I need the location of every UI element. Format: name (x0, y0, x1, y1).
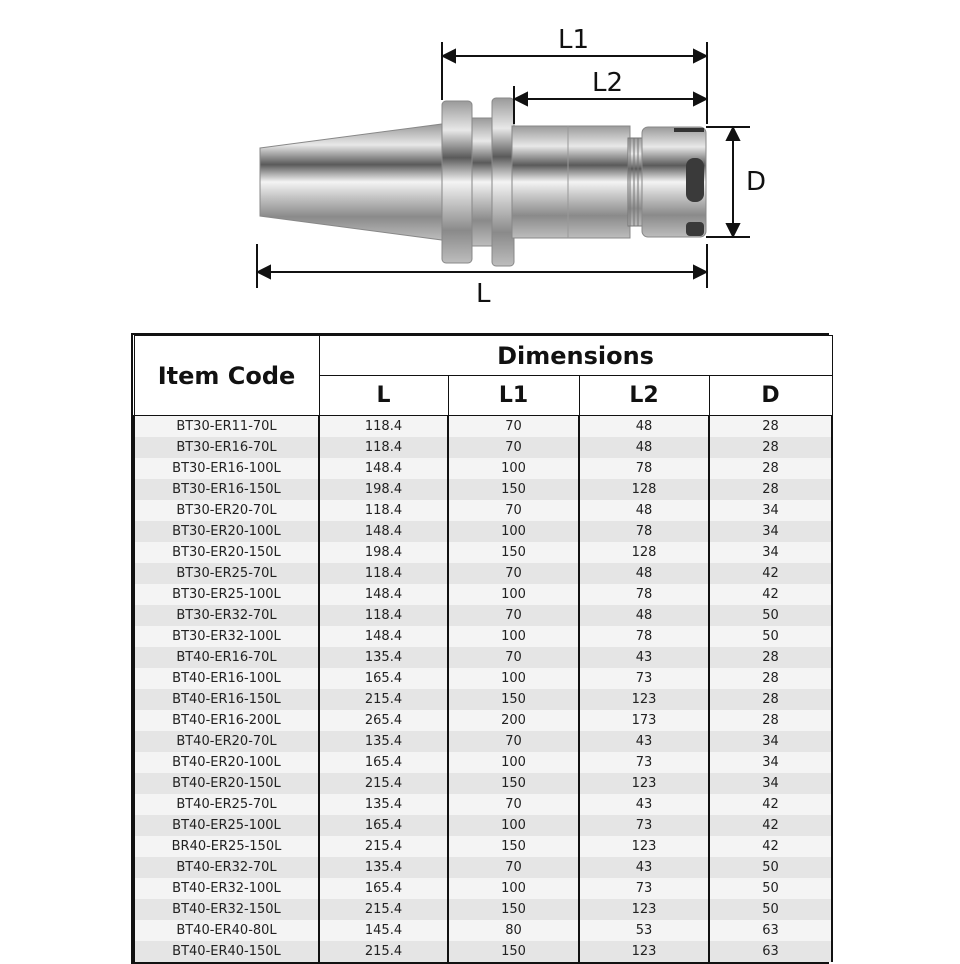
label-L2: L2 (592, 68, 624, 98)
table-row (134, 626, 832, 647)
cell-l2: 123 (579, 941, 709, 962)
cell-d: 28 (709, 458, 832, 479)
cell-l: 118.4 (319, 437, 448, 458)
cell-l2: 123 (579, 899, 709, 920)
cell-l2: 43 (579, 731, 709, 752)
cell-l: 165.4 (319, 752, 448, 773)
cell-d: 34 (709, 500, 832, 521)
cell-code: BT40-ER40-150L (134, 941, 319, 962)
cell-code: BT30-ER20-100L (134, 521, 319, 542)
cell-d: 34 (709, 752, 832, 773)
cell-l: 145.4 (319, 920, 448, 941)
cell-l2: 78 (579, 458, 709, 479)
cell-d: 28 (709, 437, 832, 458)
label-L1: L1 (558, 25, 590, 55)
cell-l1: 70 (448, 605, 579, 626)
table-row (134, 731, 832, 752)
flange-groove (472, 118, 494, 246)
table-row (134, 899, 832, 920)
cell-l1: 80 (448, 920, 579, 941)
cell-d: 50 (709, 878, 832, 899)
header-dimensions: Dimensions (319, 336, 832, 376)
cell-l1: 100 (448, 815, 579, 836)
cell-code: BT30-ER16-100L (134, 458, 319, 479)
cell-d: 42 (709, 794, 832, 815)
cell-d: 42 (709, 584, 832, 605)
cell-l1: 100 (448, 521, 579, 542)
tool-holder-diagram (0, 0, 960, 320)
table-row (134, 668, 832, 689)
cell-l1: 70 (448, 857, 579, 878)
table-row (134, 857, 832, 878)
cell-l1: 200 (448, 710, 579, 731)
cell-code: BT30-ER25-70L (134, 563, 319, 584)
table-row (134, 647, 832, 668)
cell-d: 28 (709, 710, 832, 731)
cell-l2: 43 (579, 857, 709, 878)
table-row (134, 521, 832, 542)
header-L: L (319, 376, 448, 416)
cell-l: 215.4 (319, 899, 448, 920)
table-row (134, 605, 832, 626)
cell-l: 198.4 (319, 479, 448, 500)
table-body (134, 416, 832, 963)
cell-d: 34 (709, 731, 832, 752)
cell-l1: 70 (448, 563, 579, 584)
cell-code: BT40-ER16-200L (134, 710, 319, 731)
cell-code: BT40-ER16-100L (134, 668, 319, 689)
cell-d: 42 (709, 815, 832, 836)
cell-code: BT40-ER32-70L (134, 857, 319, 878)
cell-code: BT30-ER20-70L (134, 500, 319, 521)
flange-left (442, 101, 472, 263)
cell-l1: 150 (448, 773, 579, 794)
cell-d: 34 (709, 773, 832, 794)
cell-d: 42 (709, 563, 832, 584)
cell-l2: 43 (579, 794, 709, 815)
cell-d: 63 (709, 941, 832, 962)
table-row (134, 437, 832, 458)
cell-l: 215.4 (319, 689, 448, 710)
cell-l2: 48 (579, 416, 709, 438)
table-row (134, 836, 832, 857)
cell-l: 135.4 (319, 794, 448, 815)
cell-l1: 150 (448, 836, 579, 857)
cell-code: BT30-ER32-70L (134, 605, 319, 626)
cell-l2: 53 (579, 920, 709, 941)
cell-code: BR40-ER25-150L (134, 836, 319, 857)
cell-l2: 173 (579, 710, 709, 731)
cell-d: 50 (709, 605, 832, 626)
cell-l: 215.4 (319, 836, 448, 857)
cell-l1: 150 (448, 689, 579, 710)
body (512, 126, 630, 238)
cell-l: 165.4 (319, 815, 448, 836)
table-row (134, 689, 832, 710)
cell-l1: 100 (448, 584, 579, 605)
cell-l1: 70 (448, 731, 579, 752)
cell-l: 135.4 (319, 731, 448, 752)
cell-d: 63 (709, 920, 832, 941)
cell-l2: 73 (579, 668, 709, 689)
cell-code: BT40-ER20-70L (134, 731, 319, 752)
cell-l2: 128 (579, 479, 709, 500)
cell-l1: 150 (448, 479, 579, 500)
cell-code: BT30-ER25-100L (134, 584, 319, 605)
cell-d: 34 (709, 521, 832, 542)
cell-code: BT30-ER20-150L (134, 542, 319, 563)
cell-code: BT40-ER25-100L (134, 815, 319, 836)
cell-l2: 48 (579, 605, 709, 626)
table-row (134, 479, 832, 500)
taper-shank (260, 124, 442, 240)
cell-l: 198.4 (319, 542, 448, 563)
header-item-code: Item Code (134, 336, 319, 416)
cell-code: BT40-ER16-150L (134, 689, 319, 710)
cell-l: 118.4 (319, 500, 448, 521)
cell-l: 148.4 (319, 521, 448, 542)
cell-l1: 100 (448, 626, 579, 647)
cell-l: 148.4 (319, 458, 448, 479)
cell-code: BT40-ER25-70L (134, 794, 319, 815)
flange-right (492, 98, 514, 266)
cell-code: BT40-ER16-70L (134, 647, 319, 668)
cell-l2: 123 (579, 689, 709, 710)
cell-l1: 70 (448, 794, 579, 815)
cell-l: 135.4 (319, 857, 448, 878)
table-row (134, 941, 832, 962)
cell-d: 34 (709, 542, 832, 563)
cell-code: BT40-ER40-80L (134, 920, 319, 941)
cell-l1: 70 (448, 437, 579, 458)
cell-code: BT40-ER32-100L (134, 878, 319, 899)
table-row (134, 794, 832, 815)
cell-l1: 100 (448, 668, 579, 689)
cell-code: BT30-ER16-70L (134, 437, 319, 458)
header-D: D (709, 376, 832, 416)
table-row (134, 752, 832, 773)
cell-l2: 78 (579, 626, 709, 647)
cell-l: 118.4 (319, 605, 448, 626)
cell-code: BT40-ER32-150L (134, 899, 319, 920)
cell-d: 28 (709, 647, 832, 668)
table-row (134, 878, 832, 899)
cell-l: 118.4 (319, 416, 448, 438)
cell-l: 265.4 (319, 710, 448, 731)
cell-l1: 150 (448, 542, 579, 563)
cell-l2: 123 (579, 773, 709, 794)
cell-l2: 73 (579, 752, 709, 773)
cell-code: BT30-ER32-100L (134, 626, 319, 647)
cell-l2: 123 (579, 836, 709, 857)
cell-l: 148.4 (319, 584, 448, 605)
cell-l: 118.4 (319, 563, 448, 584)
cell-code: BT40-ER20-100L (134, 752, 319, 773)
header-L1: L1 (448, 376, 579, 416)
cell-l2: 48 (579, 437, 709, 458)
cell-l2: 43 (579, 647, 709, 668)
cell-d: 50 (709, 857, 832, 878)
cell-l: 215.4 (319, 941, 448, 962)
table-row (134, 416, 832, 438)
cell-l1: 100 (448, 878, 579, 899)
table-row (134, 710, 832, 731)
table-row (134, 584, 832, 605)
cell-l1: 70 (448, 647, 579, 668)
table-row (134, 500, 832, 521)
table-row (134, 920, 832, 941)
cell-l1: 70 (448, 500, 579, 521)
cell-d: 28 (709, 479, 832, 500)
cell-code: BT40-ER20-150L (134, 773, 319, 794)
cell-l2: 128 (579, 542, 709, 563)
table-row (134, 542, 832, 563)
cell-l: 165.4 (319, 878, 448, 899)
cell-l1: 100 (448, 458, 579, 479)
cell-l2: 73 (579, 815, 709, 836)
cell-l2: 48 (579, 500, 709, 521)
cell-code: BT30-ER16-150L (134, 479, 319, 500)
cell-d: 50 (709, 899, 832, 920)
header-L2: L2 (579, 376, 709, 416)
cell-l: 215.4 (319, 773, 448, 794)
label-L: L (476, 279, 491, 309)
cell-l: 135.4 (319, 647, 448, 668)
table-row (134, 458, 832, 479)
dimensions-table (131, 333, 829, 964)
label-D: D (746, 167, 767, 197)
cell-l1: 150 (448, 899, 579, 920)
cell-l2: 48 (579, 563, 709, 584)
cell-l: 165.4 (319, 668, 448, 689)
cell-l1: 70 (448, 416, 579, 438)
cell-code: BT30-ER11-70L (134, 416, 319, 438)
cell-l: 148.4 (319, 626, 448, 647)
table-row (134, 563, 832, 584)
cell-l1: 100 (448, 752, 579, 773)
cell-l2: 78 (579, 521, 709, 542)
table-row (134, 773, 832, 794)
cell-d: 28 (709, 689, 832, 710)
cell-d: 28 (709, 416, 832, 438)
cell-d: 50 (709, 626, 832, 647)
cell-d: 28 (709, 668, 832, 689)
cell-l1: 150 (448, 941, 579, 962)
cell-l2: 73 (579, 878, 709, 899)
table-row (134, 815, 832, 836)
cell-l2: 78 (579, 584, 709, 605)
cell-d: 42 (709, 836, 832, 857)
